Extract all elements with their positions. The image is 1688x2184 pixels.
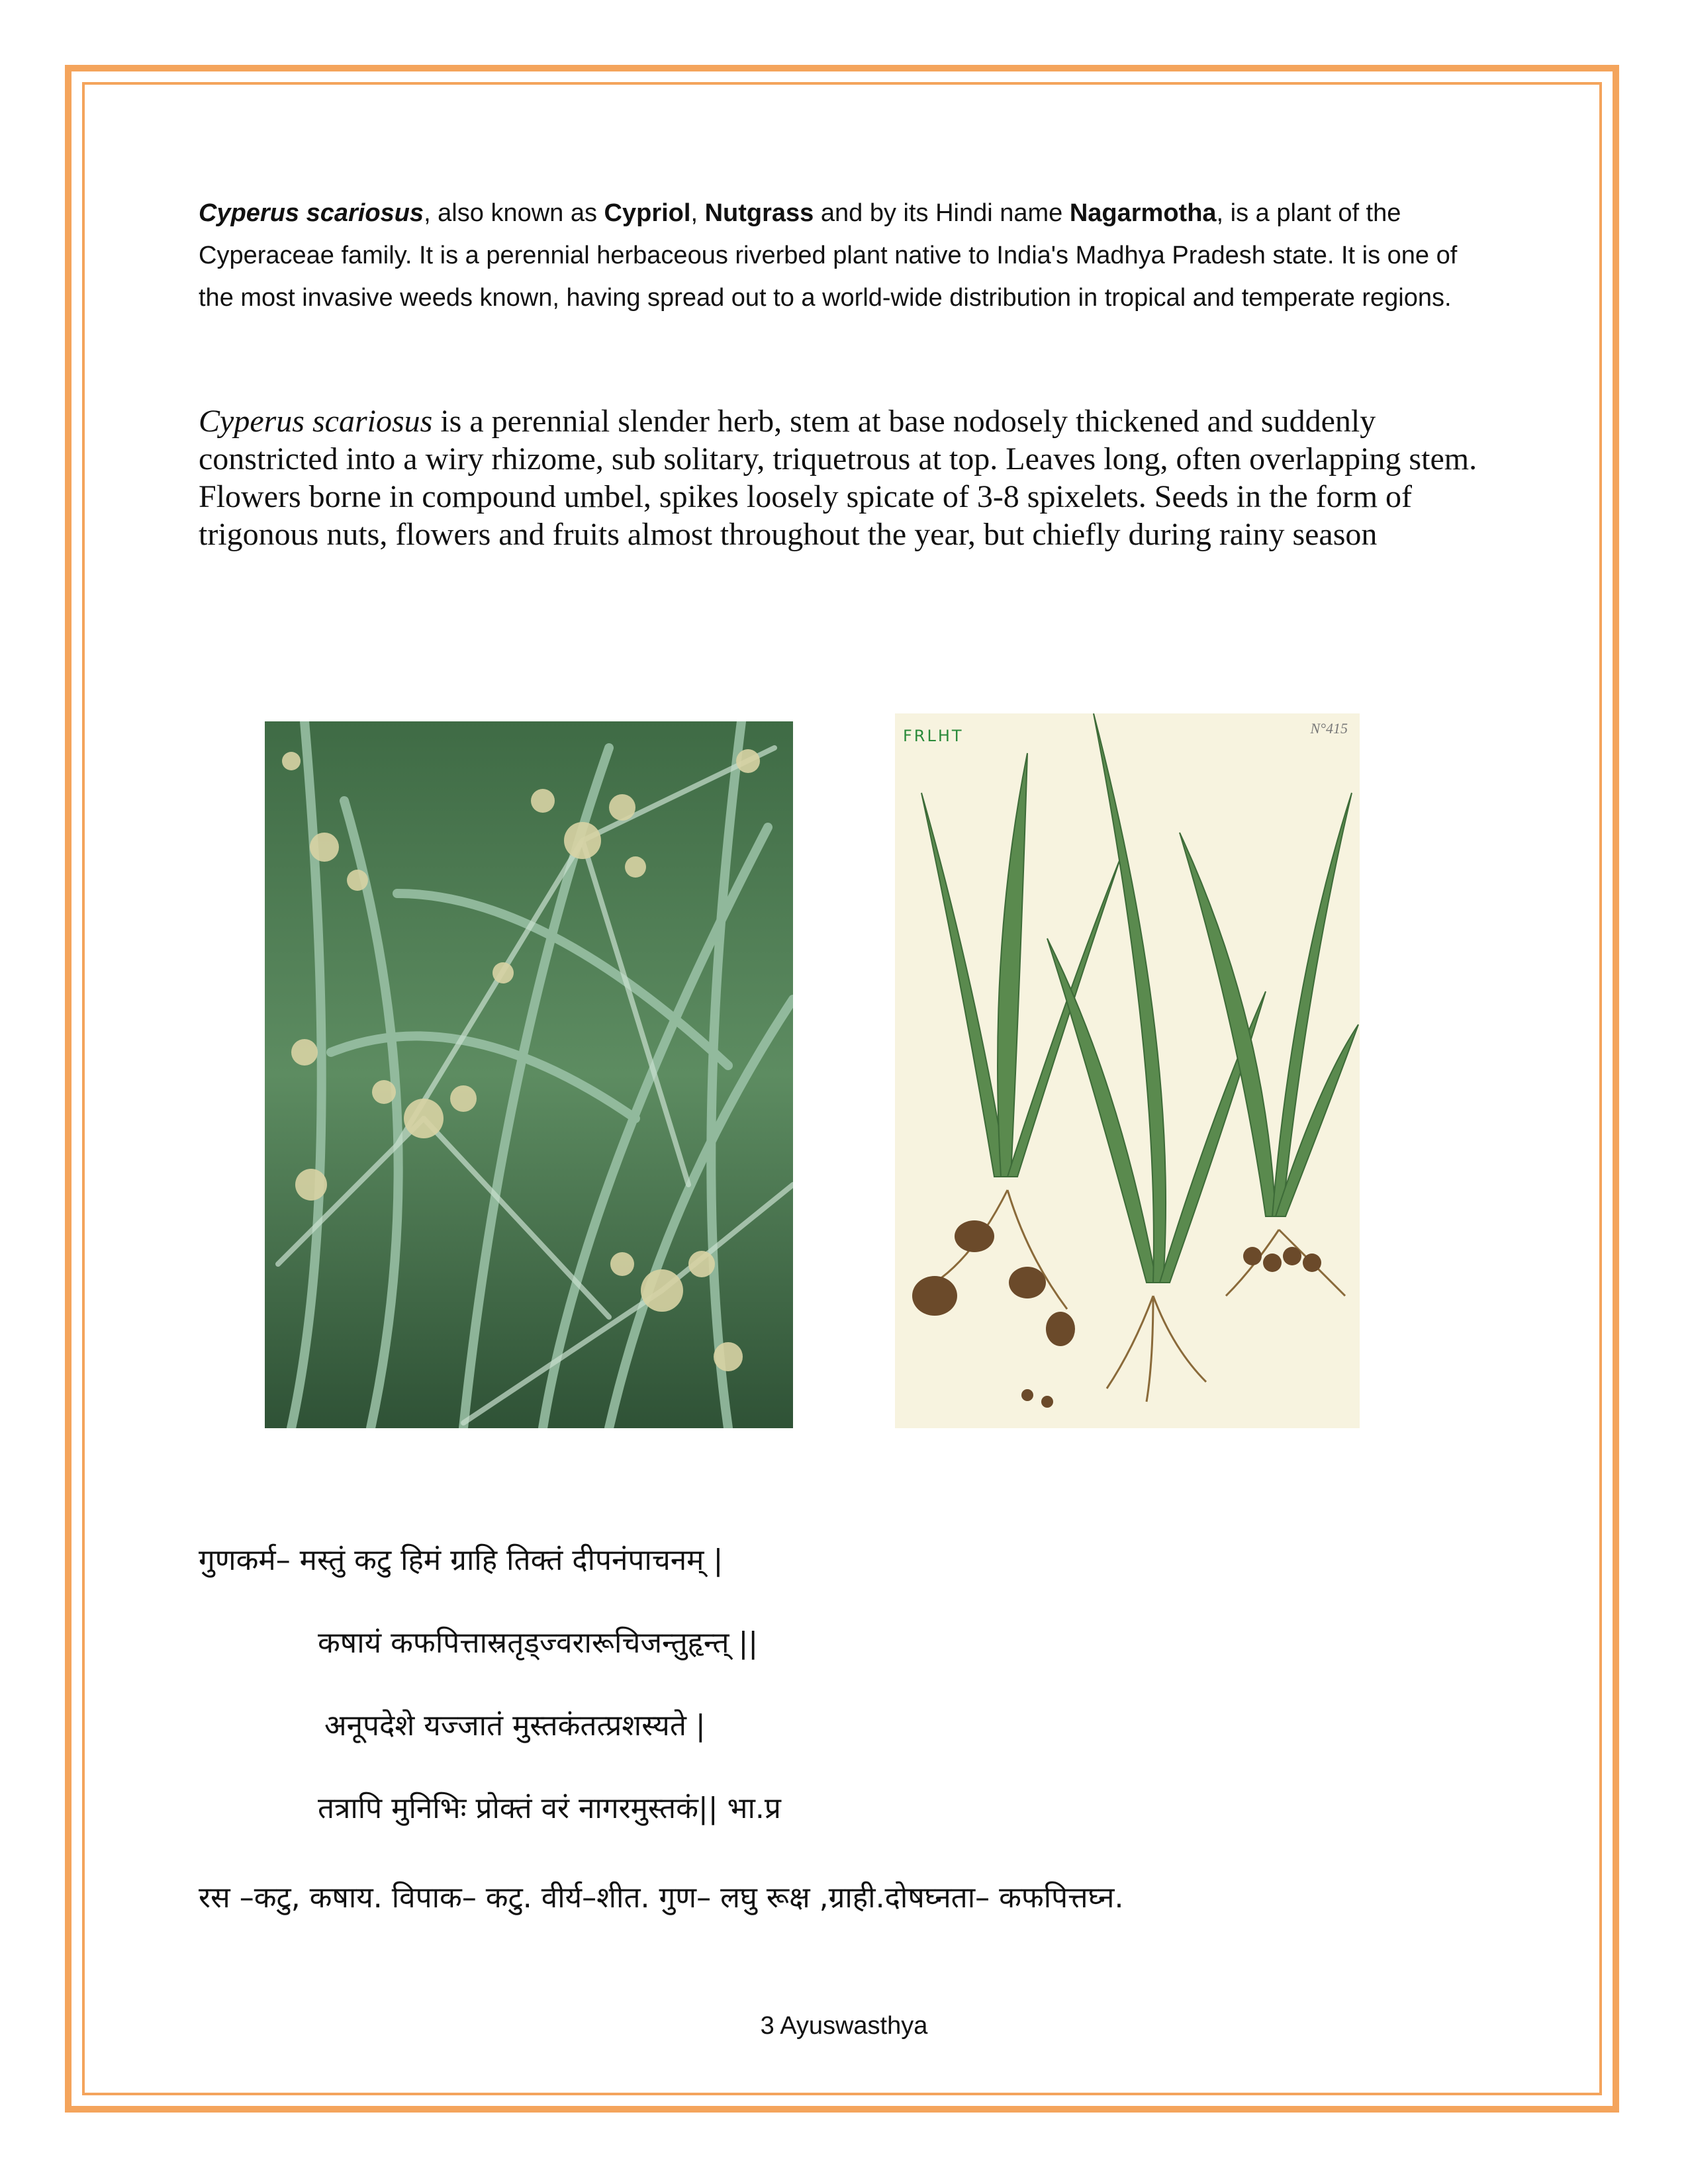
intro-text-4: , is a plant of the Cyperaceae family. It is a perennial herbaceous riverbed plant native to India's Madhya Pradesh state. It is one of the most invasive weeds known, having spread out to a world-wide distribution in tropical and temperate regions. [199, 199, 1458, 312]
shloka-line-1: गुणकर्म– मस्तुं कटु हिमं ग्राहि तिक्तं दीपनंपाचनम् | [199, 1543, 724, 1577]
properties-line: रस –कटु, कषाय. विपाक– कटु. वीर्य–शीत. गुण– लघु रूक्ष ,ग्राही.दोषघ्नता– कफपित्तघ्न. [199, 1881, 1124, 1915]
page-footer: 3 Ayuswasthya [760, 2012, 928, 2040]
intro-text-2: , [690, 199, 705, 227]
intro-text-1: , also known as [424, 199, 604, 227]
plant-photo [265, 721, 793, 1428]
intro-text-3: and by its Hindi name [814, 199, 1070, 227]
intro-name-nagarmotha: Nagarmotha [1069, 199, 1217, 227]
botanical-illustration [895, 713, 1360, 1428]
intro-paragraph [199, 192, 1496, 319]
plant-photo-graphic [265, 721, 793, 1428]
botanical-illustration-graphic [895, 713, 1360, 1428]
shloka-line-2: कषायं कफपित्तास्रतृड्ज्वरारूचिजन्तुहृन्त् || [318, 1626, 759, 1660]
description-species-name: Cyperus scariosus [199, 404, 433, 439]
description-paragraph [199, 402, 1496, 553]
frlht-badge: FRLHT [903, 727, 964, 745]
shloka-line-3: अनूपदेशे यज्जातं मुस्तकंतत्प्रशस्यते | [324, 1709, 706, 1743]
intro-species-name: Cyperus scariosus [199, 199, 424, 227]
intro-name-nutgrass: Nutgrass [704, 199, 814, 227]
plate-number: N°415 [1310, 720, 1348, 737]
description-text: is a perennial slender herb, stem at base nodosely thickened and suddenly constricted into a wiry rhizome, sub solitary, triquetrous at top. Leaves long, often overlapping stem. Flowers borne in compound umbel, spikes loosely spicate of 3-8 spixelets. Seeds in the form of trigonous nuts, flowers and fruits almost throughout the year, but chiefly during rainy season [199, 404, 1477, 552]
shloka-line-4: तत्रापि मुनिभिः प्रोक्तं वरं नागरमुस्तकं|| भा.प्र [318, 1792, 781, 1825]
intro-name-cypriol: Cypriol [604, 199, 691, 227]
